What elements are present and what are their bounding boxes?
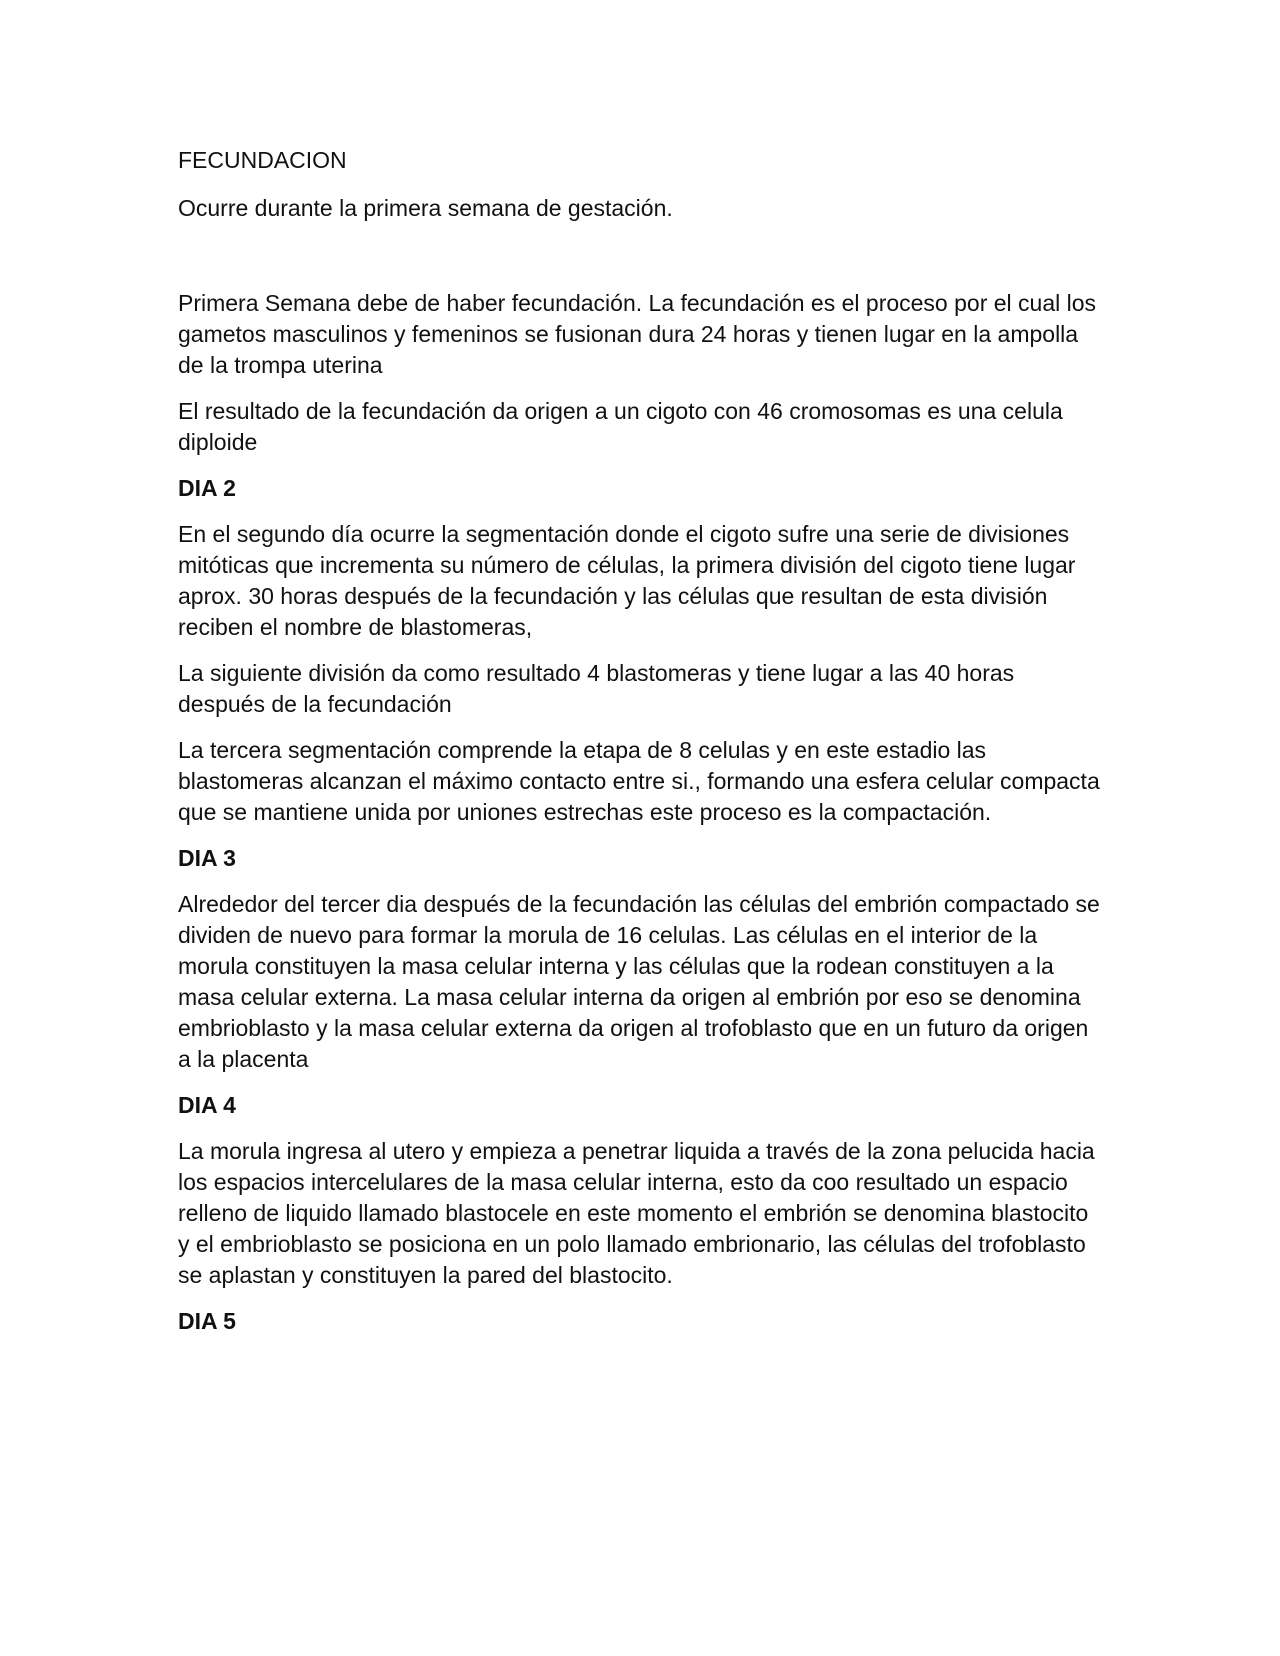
paragraph-primera-semana: Primera Semana debe de haber fecundación. La fecundación es el proceso por el cual los gametos masculinos y femeninos se fusionan dura 24 horas y tienen lugar en la ampolla de la trompa uterina — [178, 290, 1097, 378]
heading-dia-4: DIA 4 — [178, 1092, 236, 1118]
paragraph-resultado: El resultado de la fecundación da origen a un cigoto con 46 cromosomas es una celula diploide — [178, 398, 1063, 455]
heading-dia-3: DIA 3 — [178, 845, 236, 871]
heading-dia-2: DIA 2 — [178, 475, 236, 501]
paragraph-tercer-dia: Alrededor del tercer dia después de la fecundación las células del embrión compactado se dividen de nuevo para formar la morula de 16 celulas. Las células en el interior de la morula constituyen la masa celular interna y las células que la rodean constituyen a la masa celular externa. La masa celular interna da origen al embrión por eso se denomina embrioblasto y la masa celular externa da origen al trofoblasto que en un futuro da origen a la placenta — [178, 891, 1100, 1072]
paragraph-segundo-dia: En el segundo día ocurre la segmentación donde el cigoto sufre una serie de divisiones mitóticas que incrementa su número de células, la primera división del cigoto tiene lugar aprox. 30 horas después de la fecundación y las células que resultan de esta división reciben el nombre de blastomeras, — [178, 521, 1076, 640]
blank-line — [178, 239, 1100, 288]
paragraph-intro: Ocurre durante la primera semana de gestación. — [178, 195, 673, 221]
paragraph-morula-utero: La morula ingresa al utero y empieza a penetrar liquida a través de la zona pelucida hacia los espacios intercelulares de la masa celular interna, esto da coo resultado un espacio relleno de liquido llamado blastocele en este momento el embrión se denomina blastocito y el embrioblasto se posiciona en un polo llamado embrionario, las células del trofoblasto se aplastan y constituyen la pared del blastocito. — [178, 1138, 1095, 1288]
heading-dia-5: DIA 5 — [178, 1308, 236, 1334]
paragraph-tercera-segmentacion: La tercera segmentación comprende la etapa de 8 celulas y en este estadio las blastomeras alcanzan el máximo contacto entre si., formando una esfera celular compacta que se mantiene unida por uniones estrechas este proceso es la compactación. — [178, 737, 1100, 825]
document-title: FECUNDACION — [178, 147, 347, 173]
paragraph-siguiente-division: La siguiente división da como resultado 4 blastomeras y tiene lugar a las 40 horas después de la fecundación — [178, 660, 1015, 717]
